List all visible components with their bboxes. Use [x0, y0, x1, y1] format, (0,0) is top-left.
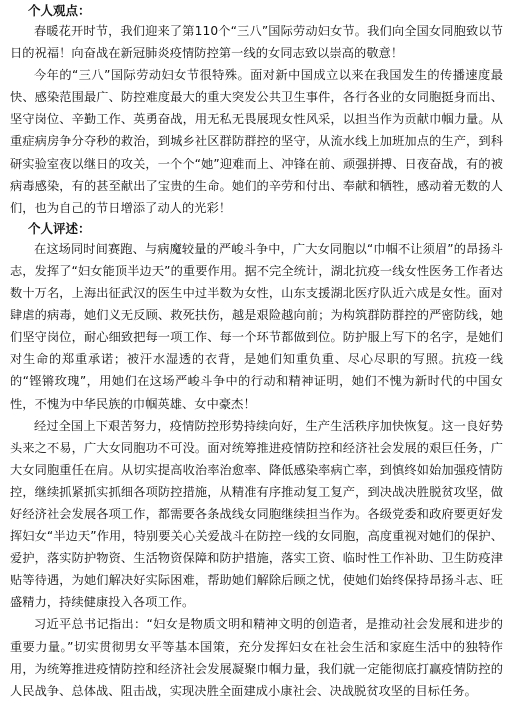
paragraph-greeting: 春暖花开时节，我们迎来了第110个“三八”国际劳动妇女节。我们向全国女同胞致以节日的祝福！向奋战在新冠肺炎疫情防控第一线的女同志致以崇高的敬意！	[10, 24, 503, 61]
paragraph-tasks-ahead: 经过全国上下艰苦努力，疫情防控形势持续向好，生产生活秩序加快恢复。这一良好势头来之不易，广大女同胞功不可没。面对统筹推进疫情防控和经济社会发展的艰巨任务，广大女同胞重任在肩。从切实提高收治率治愈率、降低感染率病亡率，到慎终如始加强疫情防控，继续抓紧抓实抓细各项防控措施，从精准有序推动复工复产，到决战决胜脱贫攻坚，做好经济社会发展各项工作，都需要各条战线女同胞继续担当作为。各级党委和政府要更好发挥妇女“半边天”作用，特别要关心关爱战斗在防控一线的女同胞，高度重视对她们的保护、爱护，落实防护物资、生活物资保障和防护措施，落实工资、临时性工作补助、卫生防疫津贴等待遇，为她们解决好实际困难，帮助她们解除后顾之忧，使她们始终保持昂扬斗志、旺盛精力，持续健康投入各项工作。	[10, 418, 503, 610]
paragraph-special-festival: 今年的“三八”国际劳动妇女节很特殊。面对新中国成立以来在我国发生的传播速度最快、感染范围最广、防控难度最大的重大突发公共卫生事件，各行各业的女同胞挺身而出、坚守岗位、辛勤工作、英勇奋战，用无私无畏展现女性风采，以担当作为贡献巾帼力量。从重症病房争分夺秒的救治，到城乡社区群防群控的坚守，从流水线上加班加点的生产，到科研实验室夜以继日的攻关，一个个“她”迎难而上、冲锋在前、顽强拼搏、日夜奋战，有的被病毒感染，有的甚至献出了宝贵的生命。她们的辛劳和付出、奉献和牺牲，感动着无数的人们，也为自己的节日增添了动人的光彩！	[10, 68, 503, 215]
section-heading-viewpoint: 个人观点：	[28, 3, 91, 18]
section-heading-commentary: 个人评述：	[28, 220, 91, 236]
paragraph-women-role: 在这场同时间赛跑、与病魔较量的严峻斗争中，广大女同胞以“巾帼不让须眉”的昂扬斗志，发挥了“妇女能顶半边天”的重要作用。据不完全统计，湖北抗疫一线女性医务工作者达数十万名，上海出征武汉的医生中过半数为女性，山东支援湖北医疗队近六成是女性。面对肆虐的病毒，她们义无反顾、救死扶伤，越是艰险越向前；为构筑群防群控的严密防线，她们坚守岗位，耐心细致把每一项工作、每一个环节都做到位。防护服上写下的名字，是她们对生命的郑重承诺；被汗水湿透的衣背，是她们知重负重、尽心尽职的写照。抗疫一线的“铿锵玫瑰”，用她们在这场严峻斗争中的行动和精神证明，她们不愧为新时代的中国女性，不愧为中华民族的巾帼英雄、女中豪杰！	[10, 241, 503, 411]
paragraph-quote: 习近平总书记指出：“妇女是物质文明和精神文明的创造者，是推动社会发展和进步的重要力量。”切实贯彻男女平等基本国策，充分发挥妇女在社会生活和家庭生活中的独特作用，为统筹推进疫情防控和经济社会发展凝聚巾帼力量，我们就一定能彻底打赢疫情防控的人民战争、总体战、阻击战，实现决胜全面建成小康社会、决战脱贫攻坚的目标任务。	[10, 617, 503, 698]
